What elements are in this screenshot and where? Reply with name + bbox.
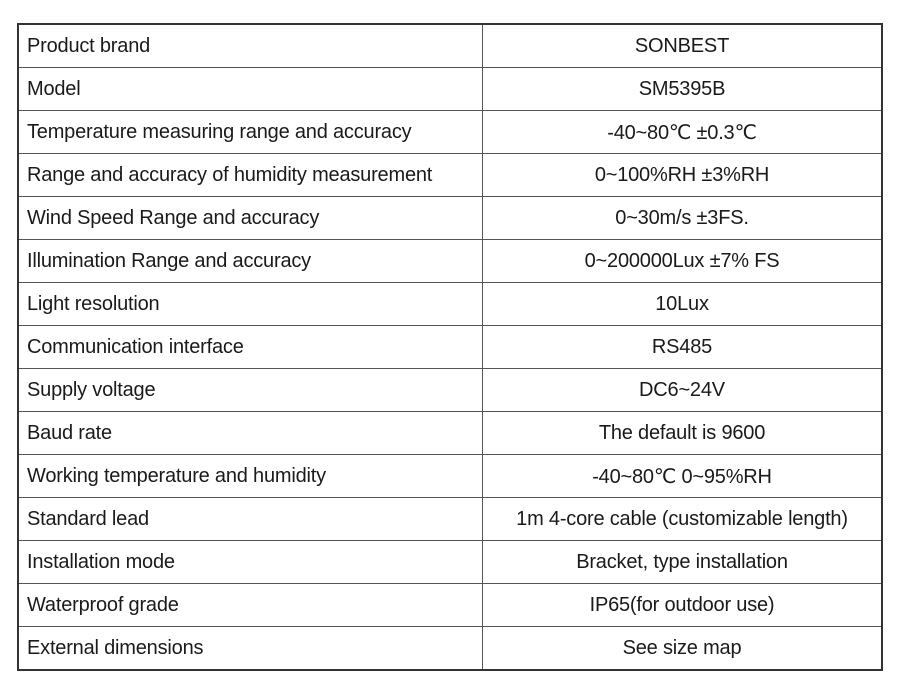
table-row-humidity-range <box>18 154 882 197</box>
spec-value: The default is 9600 <box>483 412 883 455</box>
spec-label: Wind Speed Range and accuracy <box>18 197 483 240</box>
table-row-wind-speed-range <box>18 197 882 240</box>
table-row-standard-lead <box>18 498 882 541</box>
table-row-installation-mode <box>18 541 882 584</box>
spec-value: 0~200000Lux ±7% FS <box>483 240 883 283</box>
table-row-communication-interface <box>18 326 882 369</box>
table-row-baud-rate <box>18 412 882 455</box>
table-row-external-dimensions <box>18 627 882 671</box>
spec-label: Waterproof grade <box>18 584 483 627</box>
spec-label: Light resolution <box>18 283 483 326</box>
table-row-waterproof-grade <box>18 584 882 627</box>
spec-value: 1m 4-core cable (customizable length) <box>483 498 883 541</box>
spec-table <box>17 23 883 671</box>
spec-value: 0~100%RH ±3%RH <box>483 154 883 197</box>
spec-value: SM5395B <box>483 68 883 111</box>
spec-value: DC6~24V <box>483 369 883 412</box>
spec-value: 0~30m/s ±3FS. <box>483 197 883 240</box>
spec-label: Installation mode <box>18 541 483 584</box>
spec-value: SONBEST <box>483 24 883 68</box>
spec-label: Working temperature and humidity <box>18 455 483 498</box>
spec-label: Range and accuracy of humidity measurement <box>18 154 483 197</box>
spec-label: Temperature measuring range and accuracy <box>18 111 483 154</box>
spec-value: -40~80℃ 0~95%RH <box>483 455 883 498</box>
spec-value: Bracket, type installation <box>483 541 883 584</box>
spec-value: RS485 <box>483 326 883 369</box>
spec-table-body <box>18 24 882 670</box>
table-row-temperature-range <box>18 111 882 154</box>
spec-label: Model <box>18 68 483 111</box>
spec-label: Communication interface <box>18 326 483 369</box>
spec-value: 10Lux <box>483 283 883 326</box>
spec-label: Baud rate <box>18 412 483 455</box>
spec-value: -40~80℃ ±0.3℃ <box>483 111 883 154</box>
spec-value: See size map <box>483 627 883 671</box>
table-row-supply-voltage <box>18 369 882 412</box>
table-row-product-brand <box>18 24 882 68</box>
spec-label: External dimensions <box>18 627 483 671</box>
spec-label: Supply voltage <box>18 369 483 412</box>
table-row-model <box>18 68 882 111</box>
spec-label: Illumination Range and accuracy <box>18 240 483 283</box>
spec-label: Standard lead <box>18 498 483 541</box>
spec-label: Product brand <box>18 24 483 68</box>
spec-value: IP65(for outdoor use) <box>483 584 883 627</box>
table-row-working-conditions <box>18 455 882 498</box>
table-row-illumination-range <box>18 240 882 283</box>
table-row-light-resolution <box>18 283 882 326</box>
